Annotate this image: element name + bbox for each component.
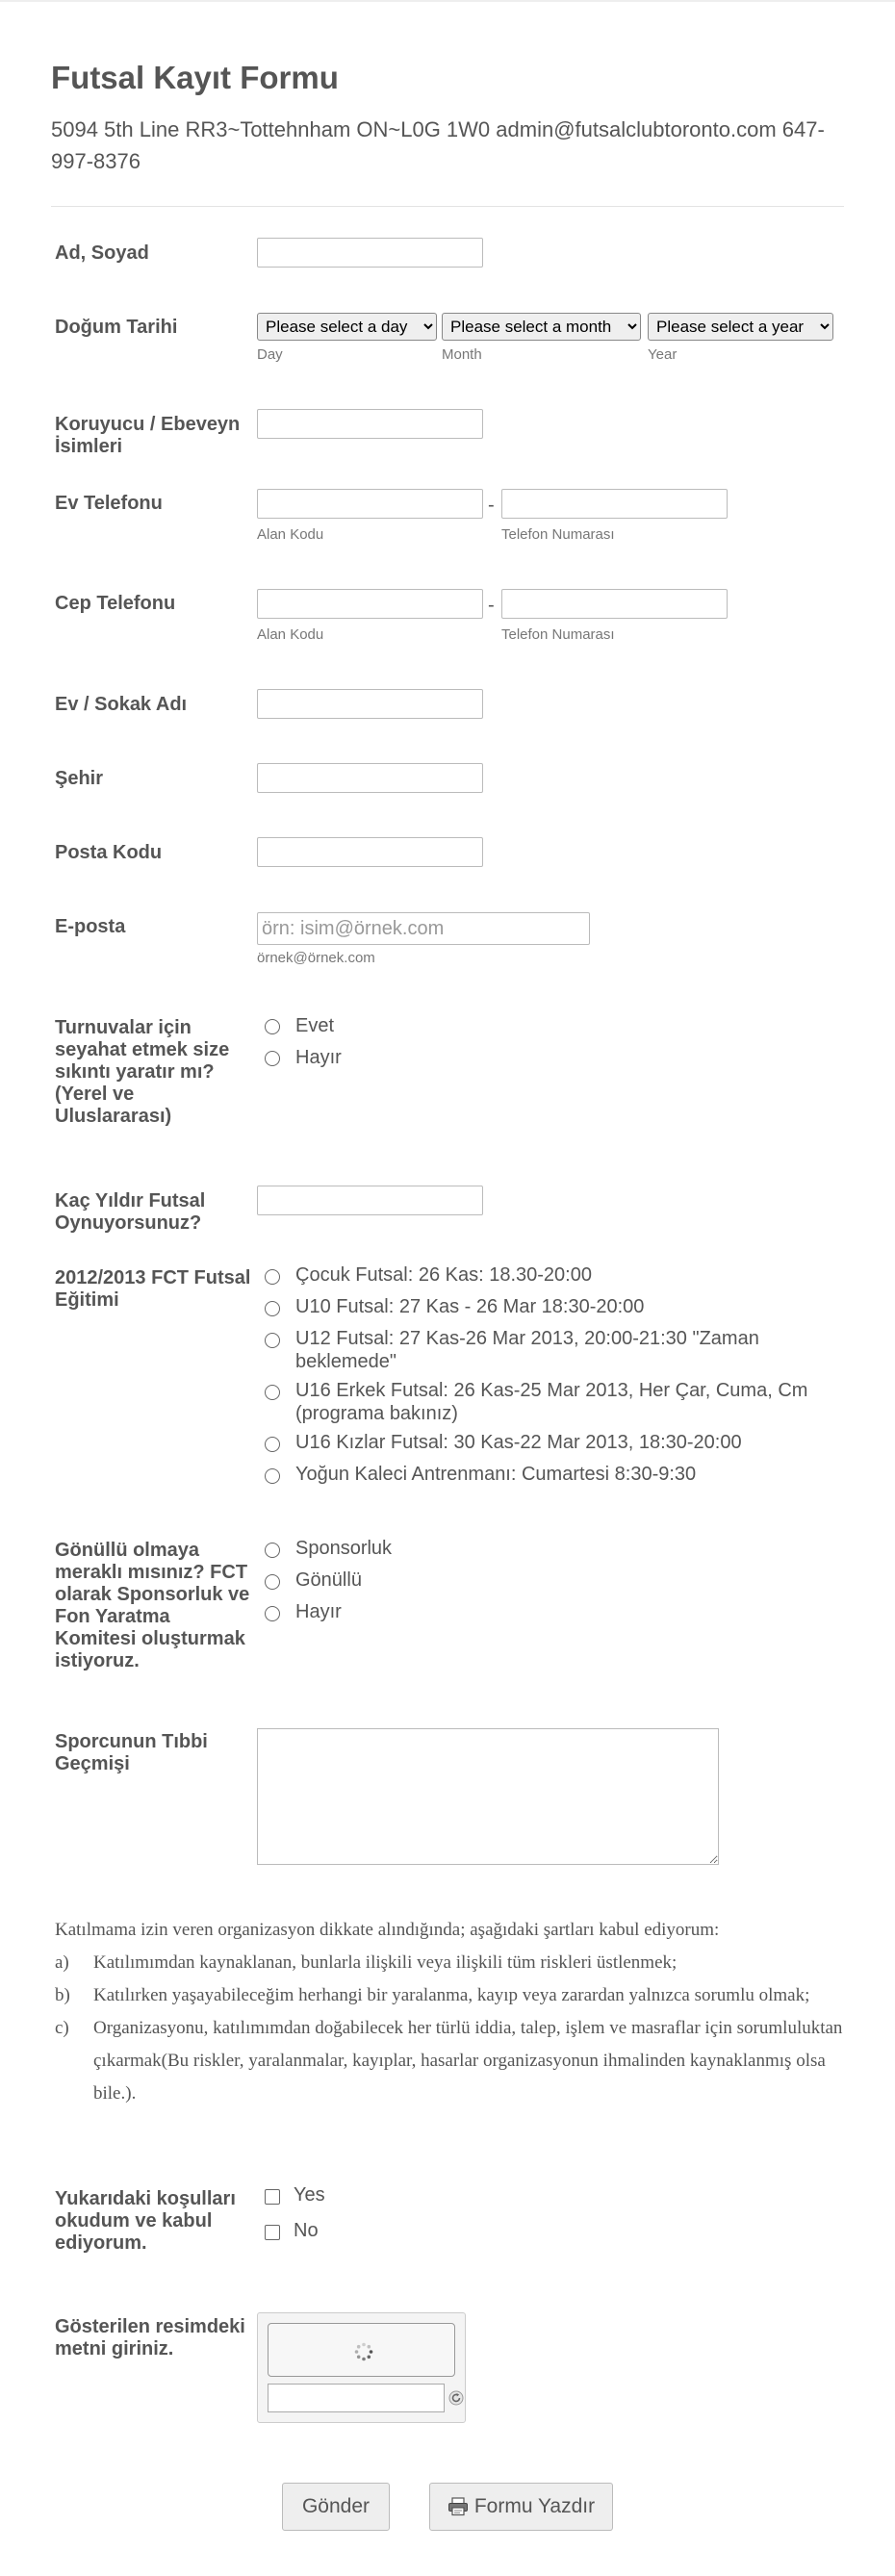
- agree-checkbox-no[interactable]: [265, 2225, 280, 2240]
- training-label: 2012/2013 FCT Futsal Eğitimi: [55, 1267, 251, 1311]
- medical-label: Sporcunun Tıbbi Geçmişi: [55, 1731, 208, 1774]
- training-option-5[interactable]: U16 Kızlar Futsal: 30 Kas-22 Mar 2013, 18:30-20:00: [295, 1432, 742, 1453]
- form-page: [0, 2, 895, 2576]
- volunteer-radio-sponsorluk[interactable]: [265, 1543, 280, 1558]
- captcha-widget: [257, 2312, 466, 2423]
- volunteer-radio-gonullu[interactable]: [265, 1574, 280, 1590]
- years-input[interactable]: [257, 1186, 483, 1215]
- training-radio-6[interactable]: [265, 1468, 280, 1484]
- month-select[interactable]: [442, 313, 641, 341]
- email-sublabel: örnek@örnek.com: [257, 950, 375, 966]
- street-input[interactable]: [257, 689, 483, 719]
- volunteer-label: Gönüllü olmaya meraklı mısınız? FCT olarak Sponsorluk ve Fon Yaratma Komitesi oluşturmak istiyoruz.: [55, 1540, 250, 1671]
- cell-phone-dash: -: [488, 595, 495, 616]
- email-input[interactable]: [257, 912, 590, 945]
- training-radio-3[interactable]: [265, 1333, 280, 1348]
- cell-phone-number-input[interactable]: [501, 589, 728, 619]
- terms-bullet-c: c): [55, 2018, 69, 2038]
- print-form-button[interactable]: [429, 2483, 613, 2531]
- agree-label: Yukarıdaki koşulları okudum ve kabul ediyorum.: [55, 2188, 236, 2254]
- home-phone-number-input[interactable]: [501, 489, 728, 519]
- terms-item-b: [55, 1979, 844, 2012]
- travel-radio-hayir[interactable]: [265, 1051, 280, 1066]
- agree-option-no[interactable]: No: [294, 2220, 319, 2241]
- terms-intro: Katılmama izin veren organizasyon dikkate alındığında; aşağıdaki şartları kabul ediyorum:: [55, 1920, 720, 1940]
- cell-phone-number-sublabel: Telefon Numarası: [501, 626, 615, 643]
- form-title: Futsal Kayıt Formu: [51, 60, 339, 95]
- terms-text-b: Katılırken yaşayabileceğim herhangi bir yaralanma, kayıp veya zarardan yalnızca sorumlu olmak;: [93, 1985, 810, 2005]
- captcha-reload-icon[interactable]: [448, 2390, 464, 2406]
- captcha-input[interactable]: [268, 2384, 445, 2412]
- home-phone-number-sublabel: Telefon Numarası: [501, 526, 615, 543]
- travel-label: Turnuvalar için seyahat etmek size sıkıntı yaratır mı? (Yerel ve Uluslararası): [55, 1017, 230, 1127]
- terms-text-c: Organizasyonu, katılımımdan doğabilecek her türlü iddia, talep, işlem ve masraflar için sorumluluktan çıkarmak(Bu riskler, yaralanmalar, kayıplar, hasarlar organizasyonun ihmalinden kaynaklanmış olsa bile.).: [93, 2018, 843, 2104]
- training-radio-4[interactable]: [265, 1385, 280, 1400]
- home-phone-dash: -: [488, 495, 495, 516]
- terms-item-a: [55, 1947, 844, 1979]
- agree-option-yes[interactable]: Yes: [294, 2184, 325, 2206]
- form-subtitle: 5094 5th Line RR3~Tottehnham ON~L0G 1W0 admin@futsalclubtoronto.com 647-997-8376: [51, 117, 825, 173]
- city-input[interactable]: [257, 763, 483, 793]
- cell-phone-area-sublabel: Alan Kodu: [257, 626, 324, 643]
- years-label: Kaç Yıldır Futsal Oynuyorsunuz?: [55, 1190, 206, 1234]
- volunteer-option-hayir[interactable]: Hayır: [295, 1601, 342, 1622]
- printer-icon: [448, 2497, 469, 2516]
- home-phone-label: Ev Telefonu: [55, 493, 163, 514]
- terms-item-c: [55, 2012, 844, 2110]
- cell-phone-label: Cep Telefonu: [55, 593, 176, 614]
- header-divider: [51, 206, 844, 207]
- guardian-input[interactable]: [257, 409, 483, 439]
- postal-label: Posta Kodu: [55, 842, 163, 863]
- captcha-label: Gösterilen resimdeki metni giriniz.: [55, 2316, 245, 2359]
- training-radio-1[interactable]: [265, 1269, 280, 1285]
- street-label: Ev / Sokak Adı: [55, 694, 188, 715]
- submit-button-label: Gönder: [301, 2495, 371, 2517]
- name-input[interactable]: [257, 238, 483, 268]
- email-label: E-posta: [55, 916, 126, 937]
- city-label: Şehir: [55, 768, 104, 789]
- travel-option-hayir[interactable]: Hayır: [295, 1047, 342, 1068]
- terms-bullet-b: b): [55, 1985, 70, 2005]
- training-option-1[interactable]: Çocuk Futsal: 26 Kas: 18.30-20:00: [295, 1264, 592, 1286]
- training-option-4[interactable]: U16 Erkek Futsal: 26 Kas-25 Mar 2013, Her Çar, Cuma, Cm (programa bakınız): [295, 1380, 808, 1424]
- training-option-2[interactable]: U10 Futsal: 27 Kas - 26 Mar 18:30-20:00: [295, 1296, 645, 1317]
- home-phone-area-input[interactable]: [257, 489, 483, 519]
- cell-phone-area-input[interactable]: [257, 589, 483, 619]
- form-header: [51, 60, 850, 177]
- training-radio-2[interactable]: [265, 1301, 280, 1316]
- terms-block: [55, 1914, 844, 2110]
- postal-input[interactable]: [257, 837, 483, 867]
- training-radio-5[interactable]: [265, 1437, 280, 1452]
- volunteer-option-sponsorluk[interactable]: Sponsorluk: [295, 1538, 393, 1559]
- travel-option-evet[interactable]: Evet: [295, 1015, 335, 1036]
- medical-textarea[interactable]: [257, 1728, 719, 1865]
- submit-button[interactable]: [282, 2483, 390, 2531]
- print-form-button-label: Formu Yazdır: [473, 2495, 596, 2517]
- day-select[interactable]: [257, 313, 437, 341]
- year-select[interactable]: [648, 313, 833, 341]
- loading-spinner-icon: [354, 2342, 373, 2361]
- volunteer-option-gonullu[interactable]: Gönüllü: [295, 1569, 362, 1591]
- agree-checkbox-yes[interactable]: [265, 2189, 280, 2205]
- year-sublabel: Year: [648, 346, 678, 363]
- month-sublabel: Month: [442, 346, 482, 363]
- captcha-image: [268, 2323, 455, 2377]
- terms-text-a: Katılımımdan kaynaklanan, bunlarla ilişkili veya ilişkili tüm riskleri üstlenmek;: [93, 1952, 678, 1973]
- day-sublabel: Day: [257, 346, 283, 363]
- guardian-label: Koruyucu / Ebeveyn İsimleri: [55, 414, 241, 457]
- home-phone-area-sublabel: Alan Kodu: [257, 526, 324, 543]
- birth-date-label: Doğum Tarihi: [55, 317, 178, 338]
- volunteer-radio-hayir[interactable]: [265, 1606, 280, 1621]
- training-option-6[interactable]: Yoğun Kaleci Antrenmanı: Cumartesi 8:30-9:30: [295, 1464, 697, 1485]
- terms-bullet-a: a): [55, 1952, 69, 1973]
- training-option-3[interactable]: U12 Futsal: 27 Kas-26 Mar 2013, 20:00-21:30 "Zaman beklemede": [295, 1328, 759, 1372]
- reload-icon: [448, 2390, 464, 2406]
- name-label: Ad, Soyad: [55, 242, 149, 264]
- travel-radio-evet[interactable]: [265, 1019, 280, 1034]
